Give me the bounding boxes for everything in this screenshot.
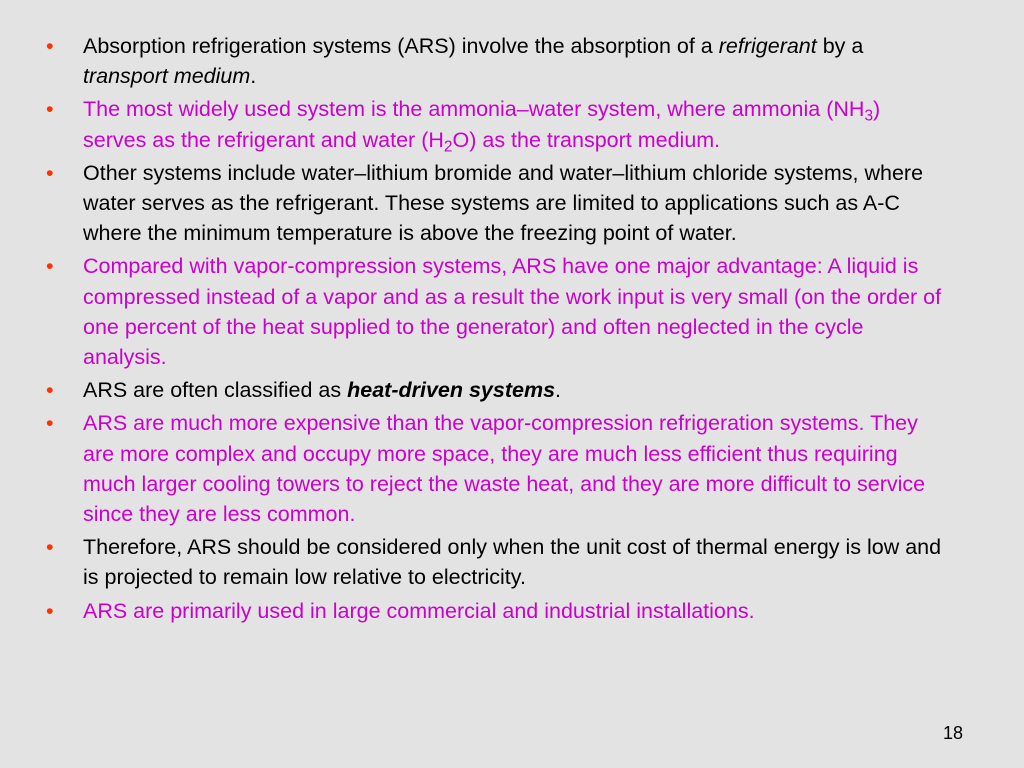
bullet-text: ARS are much more expensive than the vapor-compression refrigeration systems. They are more complex and occupy more space, they are much less efficient thus requiring much larger cooling towers to reject the waste heat, and they are more difficult to service since they are less common. [83,411,926,527]
bullet-text: Therefore, ARS should be considered only when the unit cost of thermal energy is low and is projected to remain low relative to electricity. [83,535,942,590]
bullet-text: O) as the transport medium. [452,127,721,152]
bullet-text: Absorption refrigeration systems (ARS) involve the absorption of a [83,34,719,58]
emphasis-transport-medium: transport medium [83,64,251,89]
bullet-list [46,31,946,629]
bullet-item-8 [46,596,946,626]
bullet-text: ARS are often classified as [83,378,348,403]
bullet-marker: • [46,378,54,403]
bullet-item-1 [46,31,946,91]
bullet-item-7 [46,532,946,592]
bullet-text: . [250,64,257,89]
emphasis-heat-driven-systems: heat-driven systems [347,378,556,403]
subscript: 2 [443,137,453,155]
bullet-text: Other systems include water–lithium bromide and water–lithium chloride systems, where water serves as the refrigerant. These systems are limited to applications such as A-C where the minimum temperature is above the freezing point of water. [83,160,924,246]
bullet-text: ) serves as the refrigerant and water (H [83,97,881,152]
bullet-marker: • [46,34,54,58]
bullet-item-2 [46,94,946,154]
bullet-marker: • [46,160,54,185]
bullet-marker: • [46,97,54,122]
bullet-item-4 [46,251,946,372]
bullet-marker: • [46,254,54,279]
page-number: 18 [942,723,963,743]
bullet-text: . [555,378,562,403]
bullet-text: The most widely used system is the ammonia–water system, where ammonia (NH [83,97,865,122]
bullet-text: by a [816,34,864,58]
bullet-item-3 [46,158,946,249]
subscript: 3 [864,107,874,125]
bullet-text: Compared with vapor-compression systems, ARS have one major advantage: A liquid is compressed instead of a vapor and as a result the work input is very small (on the order of one percent of the heat supplied to the generator) and often neglected in the cycle analysis. [83,254,942,370]
bullet-item-5 [46,375,946,405]
bullet-marker: • [46,598,54,623]
bullet-text: ARS are primarily used in large commercial and industrial installations. [83,598,755,623]
bullet-marker: • [46,411,54,436]
bullet-marker: • [46,535,54,560]
emphasis-refrigerant: refrigerant [718,34,817,58]
bullet-item-6 [46,408,946,529]
